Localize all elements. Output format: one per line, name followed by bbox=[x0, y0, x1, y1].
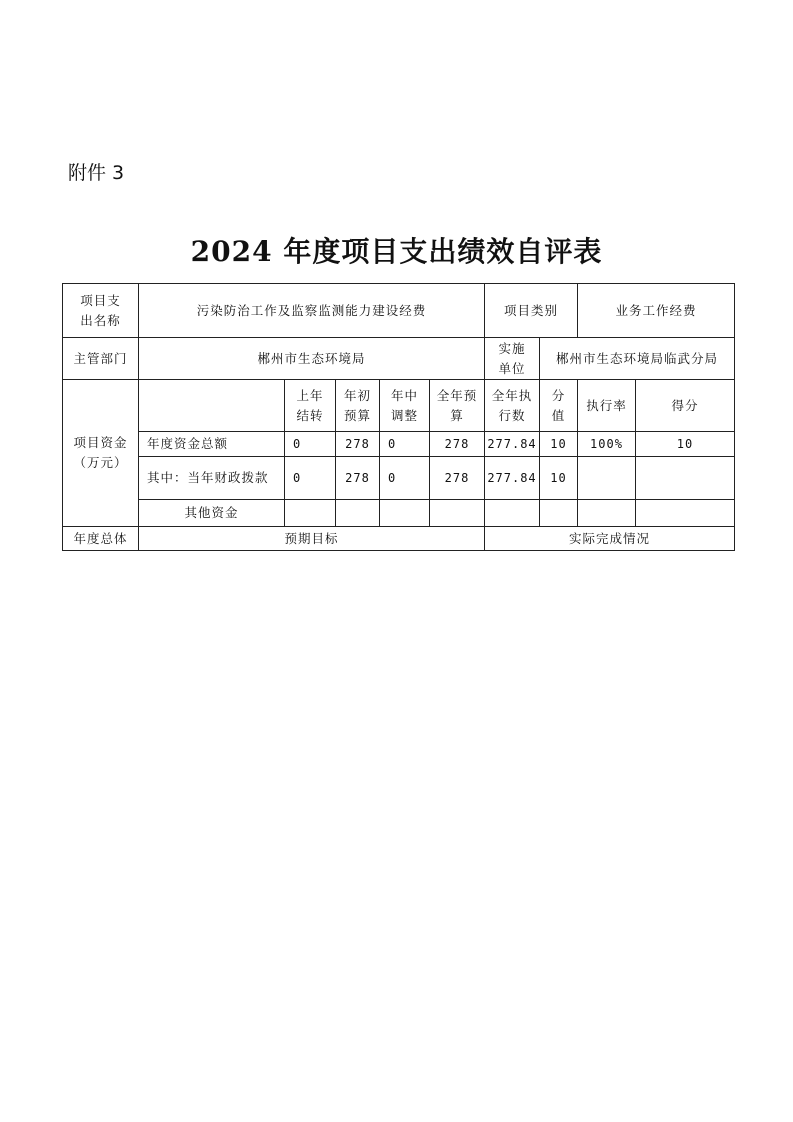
table-row bbox=[63, 500, 735, 527]
table-row bbox=[63, 432, 735, 457]
table-cell: 0 bbox=[285, 432, 336, 457]
table-cell bbox=[578, 457, 636, 500]
header-score-value: 分值 bbox=[540, 380, 578, 432]
project-name-row bbox=[63, 284, 735, 338]
project-type-label: 项目类别 bbox=[485, 284, 578, 338]
header-annual-execution: 全年执行数 bbox=[485, 380, 540, 432]
department-value: 郴州市生态环境局 bbox=[139, 338, 485, 380]
funds-header-blank bbox=[139, 380, 285, 432]
funds-header-row bbox=[63, 380, 735, 432]
table-cell bbox=[285, 500, 336, 527]
annual-overall-label: 年度总体 bbox=[63, 527, 139, 551]
table-cell: 278 bbox=[336, 432, 380, 457]
row-label: 年度资金总额 bbox=[139, 432, 285, 457]
performance-table bbox=[62, 283, 735, 551]
department-row bbox=[63, 338, 735, 380]
table-cell: 277.84 bbox=[485, 432, 540, 457]
table-cell: 278 bbox=[430, 432, 485, 457]
implementing-unit-value: 郴州市生态环境局临武分局 bbox=[540, 338, 735, 380]
project-funds-label: 项目资金（万元） bbox=[63, 380, 139, 527]
table-cell: 10 bbox=[540, 432, 578, 457]
header-midyear-adjustment: 年中调整 bbox=[380, 380, 430, 432]
table-cell bbox=[430, 500, 485, 527]
table-cell bbox=[636, 500, 735, 527]
header-initial-budget: 年初预算 bbox=[336, 380, 380, 432]
row-label: 其他资金 bbox=[139, 500, 285, 527]
expected-goal-header: 预期目标 bbox=[139, 527, 485, 551]
header-score: 得分 bbox=[636, 380, 735, 432]
implementing-unit-label: 实施单位 bbox=[485, 338, 540, 380]
table-cell: 10 bbox=[636, 432, 735, 457]
table-cell: 0 bbox=[380, 432, 430, 457]
project-name-label: 项目支出名称 bbox=[63, 284, 139, 338]
annual-overall-row bbox=[63, 527, 735, 551]
page-title: 2024 年度项目支出绩效自评表 bbox=[190, 235, 603, 268]
table-cell bbox=[636, 457, 735, 500]
attachment-label: 附件 3 bbox=[68, 162, 125, 184]
table-cell: 278 bbox=[430, 457, 485, 500]
table-cell bbox=[485, 500, 540, 527]
table-cell: 100% bbox=[578, 432, 636, 457]
table-cell: 0 bbox=[285, 457, 336, 500]
actual-completion-header: 实际完成情况 bbox=[485, 527, 735, 551]
department-label: 主管部门 bbox=[63, 338, 139, 380]
table-cell bbox=[540, 500, 578, 527]
project-type-value: 业务工作经费 bbox=[578, 284, 735, 338]
project-name-value: 污染防治工作及监察监测能力建设经费 bbox=[139, 284, 485, 338]
table-cell bbox=[380, 500, 430, 527]
table-cell bbox=[336, 500, 380, 527]
table-cell: 278 bbox=[336, 457, 380, 500]
table-cell bbox=[578, 500, 636, 527]
row-label: 其中：当年财政拨款 bbox=[139, 457, 285, 500]
table-row bbox=[63, 457, 735, 500]
table-cell: 10 bbox=[540, 457, 578, 500]
table-cell: 277.84 bbox=[485, 457, 540, 500]
table-cell: 0 bbox=[380, 457, 430, 500]
header-annual-budget: 全年预算 bbox=[430, 380, 485, 432]
header-execution-rate: 执行率 bbox=[578, 380, 636, 432]
header-prior-carryover: 上年结转 bbox=[285, 380, 336, 432]
